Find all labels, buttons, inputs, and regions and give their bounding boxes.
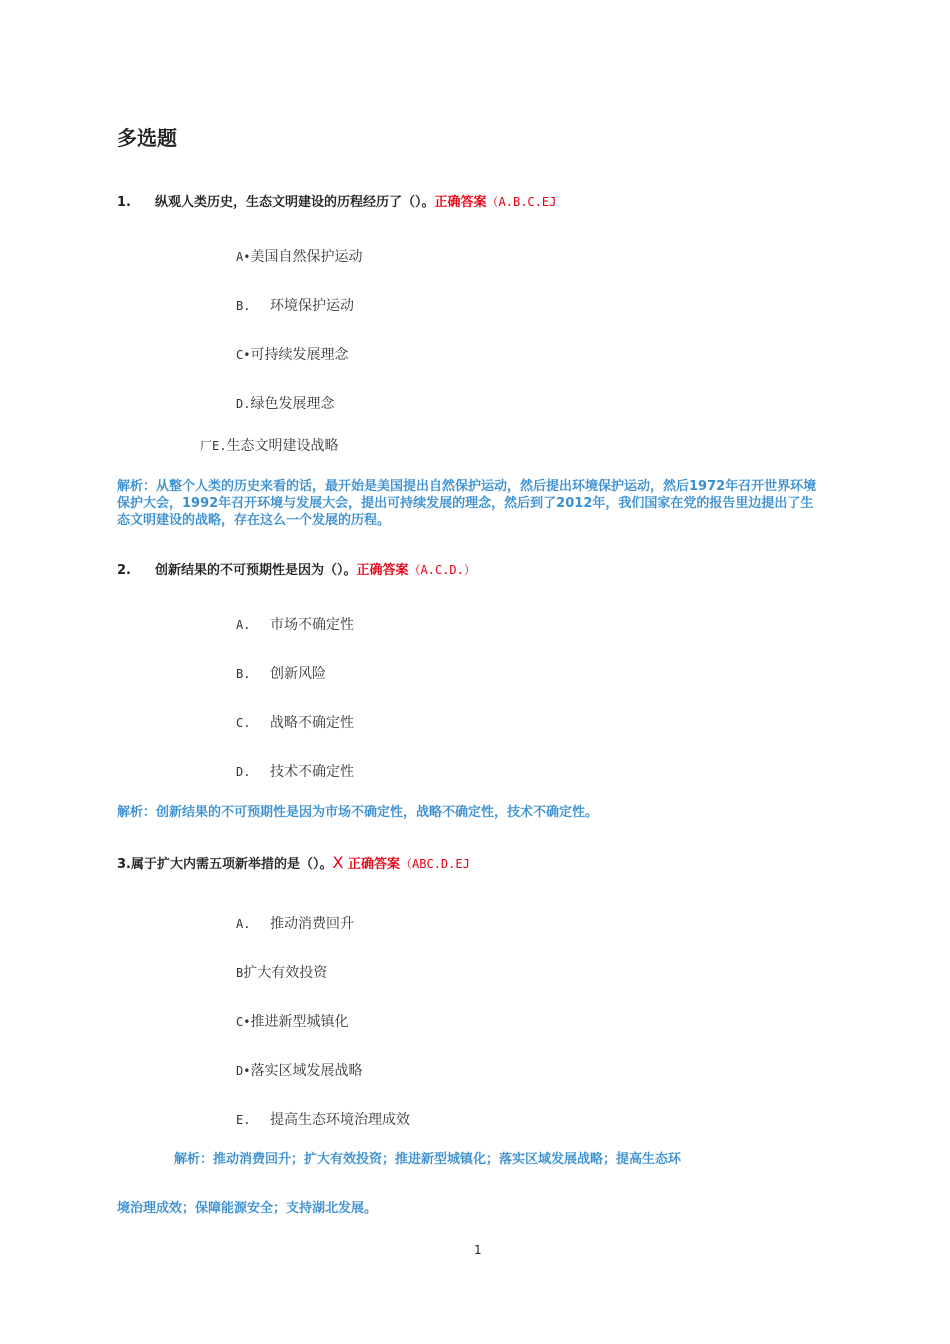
option-c (236, 1011, 348, 1031)
option-key: C. (236, 716, 251, 730)
correct-answer-label: 正确答案 (348, 857, 401, 872)
option-e (236, 1109, 410, 1129)
question-3 (117, 853, 470, 872)
explanation: 解析：从整个人类的历史来看的话，最开始是美国提出自然保护运动，然后提出环境保护运动，然后1972年召开世界环境保护大会，1992年召开环境与发展大会，提出可持续发展的理念，然后到了2012年，我们国家在党的报告里边提出了生态文明建设的战略，存在这么一个发展的历程。 (117, 479, 817, 528)
option-c (236, 344, 348, 364)
option-e (200, 435, 338, 455)
option-text: 提高生态环境治理成效 (270, 1112, 410, 1128)
option-text: 环境保护运动 (270, 298, 354, 314)
answer-value: （A.B.C.EJ (486, 195, 557, 209)
option-key: 厂E. (200, 439, 227, 453)
explanation-line-2: 境治理成效；保障能源安全；支持湖北发展。 (117, 1201, 378, 1216)
option-key: E. (236, 1113, 251, 1127)
correct-answer-label: 正确答案 (434, 195, 487, 210)
question-1 (117, 191, 556, 210)
section-title: 多选题 (117, 126, 177, 150)
option-key: D. (236, 397, 251, 411)
option-text: 扩大有效投资 (243, 965, 328, 981)
option-key: A. (236, 917, 251, 931)
answer-value: （A.C.D.） (408, 563, 476, 577)
option-d (236, 393, 334, 413)
option-key: B (236, 966, 244, 980)
explanation: 解析：创新结果的不可预期性是因为市场不确定性，战略不确定性，技术不确定性。 (117, 805, 599, 820)
option-text: 推进新型城镇化 (250, 1014, 349, 1030)
option-key: D. (236, 765, 251, 779)
option-text: 技术不确定性 (270, 764, 354, 780)
question-text: 纵观人类历史，生态文明建设的历程经历了（）。 (155, 195, 435, 210)
option-text: 创新风险 (270, 666, 326, 682)
answer-value: （ABC.D.EJ (400, 857, 470, 871)
wrong-mark-icon: X (332, 853, 344, 872)
option-b (236, 962, 327, 982)
option-key: A. (236, 618, 251, 632)
option-text: 绿色发展理念 (250, 396, 335, 412)
option-key: B. (236, 667, 251, 681)
option-key: B. (236, 299, 251, 313)
option-key: A• (236, 250, 251, 264)
question-number: 3. (117, 857, 131, 872)
option-text: 战略不确定性 (270, 715, 354, 731)
option-d (236, 761, 354, 781)
option-key: C• (236, 348, 251, 362)
option-key: D• (236, 1064, 251, 1078)
option-a (236, 614, 354, 634)
option-a (236, 246, 362, 266)
option-d (236, 1060, 362, 1080)
option-b (236, 295, 354, 315)
option-key: C• (236, 1015, 251, 1029)
explanation-line-1: 解析：推动消费回升；扩大有效投资；推进新型城镇化；落实区域发展战略；提高生态环 (174, 1152, 682, 1167)
option-text: 可持续发展理念 (250, 347, 349, 363)
question-number: 2. (117, 563, 131, 578)
option-a (236, 913, 354, 933)
option-text: 美国自然保护运动 (250, 249, 363, 265)
page-number: 1 (474, 1243, 482, 1257)
correct-answer-label: 正确答案 (356, 563, 409, 578)
option-c (236, 712, 354, 732)
option-text: 市场不确定性 (270, 617, 354, 633)
option-text: 生态文明建设战略 (226, 438, 339, 454)
question-2 (117, 559, 476, 578)
option-text: 推动消费回升 (270, 916, 354, 932)
question-text: 创新结果的不可预期性是因为（）。 (155, 563, 357, 578)
option-b (236, 663, 326, 683)
option-text: 落实区域发展战略 (250, 1063, 363, 1079)
question-number: 1. (117, 195, 131, 210)
question-text: 属于扩大内需五项新举措的是（）。 (130, 857, 333, 872)
